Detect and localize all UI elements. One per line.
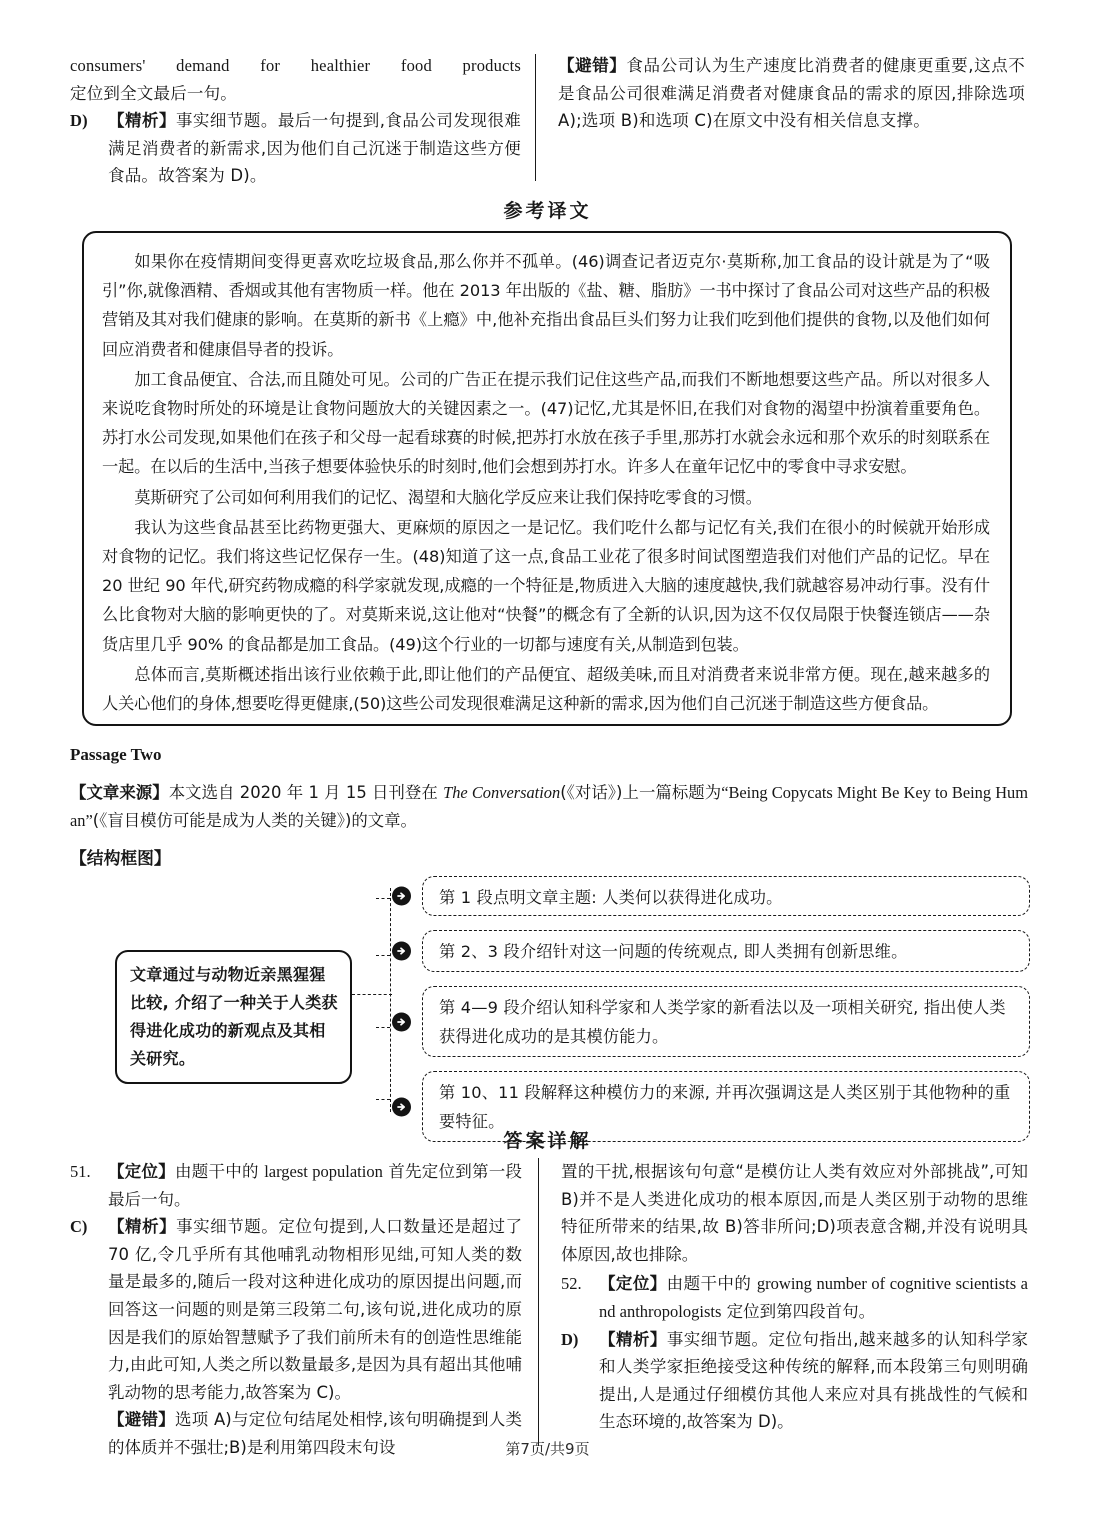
diagram-stem-line	[390, 888, 391, 1112]
diagram-item-label: 第 10、11 段解释这种模仿力的来源, 并再次强调这是人类区别于其他物种的重要特征。	[439, 1083, 1011, 1131]
analysis-tag: 【精析】	[108, 1217, 177, 1237]
arrow-right-icon	[392, 887, 411, 906]
avoid-error-body-right: 置的干扰,根据该句句意“是模仿让人类有效应对外部挑战”,可知 B)并不是人类进化成功的根本原因,而是人类区别于动物的思维特征所带来的结果,故 B)答非所问;D)项表意含糊,并没有说明具体原因,故也排除。	[561, 1162, 1028, 1264]
article-source-line	[70, 779, 1028, 835]
answers-right-column	[539, 1158, 1028, 1458]
question-51-locate	[70, 1158, 522, 1213]
question-52-analysis	[561, 1326, 1028, 1436]
translation-paragraph: 总体而言,莫斯概述指出该行业依赖于此,即让他们的产品便宜、超级美味,而且对消费者来说非常方便。现在,越来越多的人关心他们的身体,想要吃得更健康,(50)这些公司发现很难满足这种新的需求,因为他们自己沉迷于制造这些方便食品。	[102, 664, 990, 714]
translation-box	[82, 231, 1012, 726]
question-number-52: 52.	[561, 1274, 582, 1294]
analysis-body: 事实细节题。定位句提到,人口数量还是超过了 70 亿,令几乎所有其他哺乳动物相形见绌,可知人类的数量是最多的,随后一段对这种进化成功的原因提出问题,而回答这一问题的则是第三段第二句,该句说,进化成功的原因是我们的原始智慧赋予了我们前所未有的创造性思维能力,由此可知,人类之所以数量最多,是因为具有超出其他哺乳动物的思考能力,故答案为 C)。	[108, 1217, 522, 1402]
passage-two-title: Passage Two	[70, 745, 162, 764]
answer-columns	[70, 1158, 1028, 1458]
diagram-tick	[376, 898, 390, 899]
question-51-analysis	[70, 1213, 522, 1406]
option-marker-c: C)	[70, 1217, 88, 1237]
translation-paragraph: 我认为这些食品甚至比药物更强大、更麻烦的原因之一是记忆。我们吃什么都与记忆有关,我们在很小的时候就开始形成对食物的记忆。我们将这些记忆保存一生。(48)知道了这一点,食品工业花了很多时间试图塑造我们对他们产品的记忆。早在 20 世纪 90 年代,研究药物成瘾的科学家就发现,成瘾的一个特征是,物质进入大脑的速度越快,我们就越容易冲动行事。没有什么比食物对大脑的影响更快的了。对莫斯来说,这让他对“快餐”的概念有了全新的认识,因为这不仅仅局限于快餐连锁店——杂货店里几乎 90% 的食品都是加工食品。(49)这个行业的一切都与速度有关,从制造到包装。	[102, 517, 990, 654]
translation-paragraph: 如果你在疫情期间变得更喜欢吃垃圾食品,那么你并不孤单。(46)调查记者迈克尔·莫斯称,加工食品的设计就是为了“吸引”你,就像酒精、香烟或其他有害物质一样。他在 2013 年出版的《盐、糖、脂肪》一书中探讨了食品公司对这些产品的积极营销及其对我们健康的影响。在莫斯的新书《上瘾》中,他补充指出食品巨头们努力让我们吃到他们提供的食物,以及他们如何回应消费者和健康倡导者的投诉。	[102, 252, 990, 359]
analysis-tag: 【精析】	[108, 111, 176, 130]
question-number-51: 51.	[70, 1162, 91, 1181]
source-tag: 【文章来源】	[70, 783, 169, 802]
diagram-connector-line	[352, 994, 392, 995]
answer-explanations-heading: 答案详解	[503, 1130, 592, 1152]
analysis-body: 事实细节题。最后一句提到,食品公司发现很难满足消费者的新需求,因为他们自己沉迷于制造这些方便食品。故答案为 D)。	[108, 111, 521, 185]
continuation-line-cn: 定位到全文最后一句。	[70, 83, 237, 103]
locate-text-2: 定位到第四段首句。	[721, 1301, 876, 1321]
locate-text-1: 由题干中的	[174, 1162, 265, 1181]
top-answer-columns	[70, 52, 1025, 187]
avoid-error-body: 食品公司认为生产速度比消费者的健康更重要,这点不是食品公司很难满足消费者对健康食品的需求的原因,排除选项 A);选项 B)和选项 C)在原文中没有相关信息支撑。	[558, 56, 1025, 130]
question-51-avoid-error-continued	[561, 1158, 1028, 1268]
avoid-error-tag: 【避错】	[558, 56, 627, 75]
page-footer: 第7页/共9页	[505, 1440, 590, 1458]
reference-translation-heading: 参考译文	[503, 200, 592, 222]
journal-name: The Conversation	[443, 783, 561, 802]
analysis-body: 事实细节题。定位句指出,越来越多的认知科学家和人类学家拒绝接受这种传统的解释,而本段第三句则明确提出,人是通过仔细模仿其他人来应对具有挑战性的气候和生态环境的,故答案为 D)。	[599, 1329, 1029, 1432]
diagram-summary-box: 文章通过与动物近亲黑猩猩比较, 介绍了一种关于人类获得进化成功的新观点及其相关研究。	[115, 950, 352, 1084]
structure-diagram	[70, 876, 1030, 1138]
structure-diagram-tag: 【结构框图】	[70, 848, 171, 868]
top-right-column	[536, 52, 1025, 187]
top-left-column	[70, 52, 535, 187]
diagram-tick	[376, 955, 390, 956]
question-52-locate	[561, 1270, 1028, 1325]
diagram-items	[422, 876, 1030, 1156]
locate-tag: 【定位】	[108, 1162, 175, 1181]
locate-text-1: 由题干中的	[666, 1274, 757, 1294]
diagram-tick	[376, 1099, 390, 1100]
diagram-item-label: 第 2、3 段介绍针对这一问题的传统观点, 即人类拥有创新思维。	[439, 942, 908, 961]
source-text-part2: (《对话》)上一篇标题为	[560, 783, 722, 802]
source-text-part1: 本文选自 2020 年 1 月 15 日刊登在	[168, 783, 444, 802]
option-marker-d: D)	[70, 111, 88, 130]
avoid-error-body-left: 选项 A)与定位句结尾处相悖,该句明确提到人类的体质并不强壮;B)是利用第四段末句设	[108, 1410, 523, 1457]
diagram-item	[422, 986, 1030, 1057]
translation-paragraph: 莫斯研究了公司如何利用我们的记忆、渴望和大脑化学反应来让我们保持吃零食的习惯。	[134, 487, 762, 507]
translation-paragraph: 加工食品便宜、合法,而且随处可见。公司的广告正在提示我们记住这些产品,而我们不断地想要这些产品。所以对很多人来说吃食物时所处的环境是让食物问题放大的关键因素之一。(47)记忆,尤其是怀旧,在我们对食物的渴望中扮演着重要角色。苏打水公司发现,如果他们在孩子和父母一起看球赛的时候,把苏打水放在孩子手里,那苏打水就会永远和那个欢乐的时刻联系在一起。在以后的生活中,当孩子想要体验快乐的时刻时,他们会想到苏打水。许多人在童年记忆中的零食中寻求安慰。	[102, 369, 990, 477]
continuation-line-en: consumers' demand for healthier food products	[70, 56, 521, 75]
analysis-tag: 【精析】	[599, 1329, 667, 1349]
locate-keyword: largest population	[264, 1162, 383, 1181]
arrow-right-icon	[392, 1097, 411, 1116]
article-title-en: “Being Copycats Might Be Key to Being Human”	[70, 783, 1029, 830]
arrow-right-icon	[392, 942, 411, 961]
option-marker-d: D)	[561, 1329, 579, 1349]
avoid-error-note	[558, 52, 1025, 135]
diagram-item-label: 第 1 段点明文章主题: 人类何以获得进化成功。	[439, 888, 783, 907]
diagram-item	[422, 876, 1030, 916]
option-d-explanation	[70, 107, 521, 190]
diagram-item-label: 第 4—9 段介绍认知科学家和人类学家的新看法以及一项相关研究, 指出使人类获得进化成功的是其模仿能力。	[439, 998, 1006, 1046]
arrow-right-icon	[392, 1012, 411, 1031]
diagram-item	[422, 930, 1030, 972]
locate-tag: 【定位】	[599, 1274, 667, 1294]
source-text-part3: (《盲目模仿可能是成为人类的关键》)的文章。	[92, 811, 417, 830]
locate-keyword: growing number of cognitive scientists and anthropologists	[599, 1274, 1028, 1321]
locate-text-2: 首先定位到第一段最后一句。	[108, 1162, 523, 1209]
avoid-error-tag: 【避错】	[108, 1410, 176, 1430]
answers-left-column	[70, 1158, 538, 1458]
diagram-tick	[376, 1027, 390, 1028]
